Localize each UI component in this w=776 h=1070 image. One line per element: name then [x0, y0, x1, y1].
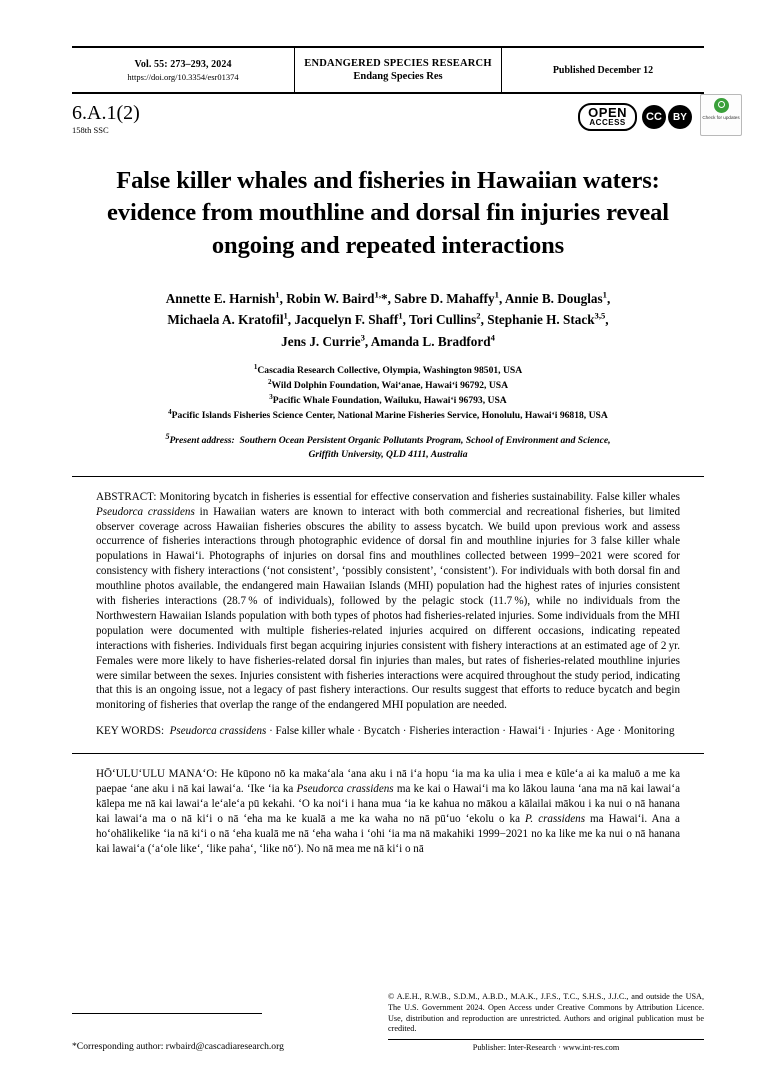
creative-commons-badges	[642, 105, 692, 129]
publisher-text: Publisher: Inter-Research · www.int-res.com	[472, 1043, 620, 1053]
crossmark-icon	[714, 98, 729, 113]
journal-masthead	[72, 46, 704, 94]
copyright-text: © A.E.H., R.W.B., S.D.M., A.B.D., M.A.K., J.F.S., T.C., S.H.S., J.J.C., and outside the USA, The U.S. Government 2024. Open Access under Creative Commons by Attribution Licence. Use, distribution and reproduction are unrestricted. Authors and original publication must be credited.	[388, 991, 704, 1034]
copyright-block	[388, 992, 704, 1054]
page-footer	[72, 992, 704, 1054]
publisher-divider	[388, 1039, 704, 1040]
affiliation-list: $^1$Cascadia Research Collective, Olympia, Washington 98501, USA $^2$Wild Dolphin Foundation, Waiʻanae, Hawaiʻi 96792, USA $^3$Pacific Whale Foundation, Wailuku, Hawaiʻi 96793, USA $^4$Pacific Islands Fisheries Science Center, National Marine Fisheries Service, Honolulu, Hawaiʻi 96818, USA	[168, 363, 608, 421]
abstract-text: ABSTRACT: Monitoring bycatch in fisheries is essential for effective conservation and fisheries sustainability. False killer whales Pseudorca crassidens in Hawaiian waters are known to interact with both commercial and recreational fisheries, but limited observer coverage across Hawaiian fisheries obscures the ability to assess bycatch. We build upon previous work and assess occurrence of fisheries interactions through photographic evidence of dorsal fin and mouthline injuries for 3 false killer whale populations in Hawaiʻi. Photographs of injuries on dorsal fins and mouthlines collected between 1999−2021 were scored for consistency with fishery interactions (‘not consistent’, ‘possibly consistent’, ‘consistent’). For individuals with both dorsal fin and mouthline photos available, the endangered main Hawaiian Islands (MHI) population had the highest rates of injuries consistent with fisheries interactions (28.7 % of individuals), followed by the pelagic stock (11.7 %), while no individuals from the Northwestern Hawaiian Islands population with both types of photos had fisheries-related injuries. Some individuals from the MHI population were documented with multiple fisheries-related injuries acquired on different occasions, indicating repeated interactions with fisheries. Individuals first began acquiring injuries consistent with fishery interactions at an estimated age of 2 yr. Females were more likely to have fisheries-related dorsal fin injuries than males, but rates of fisheries-related mouthline injuries were similar between the sexes. Injuries consistent with fisheries interactions were acquired throughout the study period, indicating that this is an ongoing issue, not a legacy of past fishery interactions. Our results suggest that efforts to reduce bycatch and begin monitoring of fisheries that overlap the range of the endangered MHI population are needed.	[96, 490, 681, 712]
subheader-row	[72, 103, 704, 143]
paper-title: False killer whales and fisheries in Hawaiian waters: evidence from mouthline and dorsal fin injuries reveal ongoing and repeated interactions	[107, 167, 669, 259]
keywords-text: KEY WORDS: Pseudorca crassidens · False killer whale · Bycatch · Fisheries interaction · Hawaiʻi · Injuries · Age · Monitoring	[96, 725, 675, 738]
hawaiian-resume-text: HŌʻULUʻULU MANAʻO: He kūpono nō ka makaʻala ʻana aku i nā iʻa hopu ʻia ma ka ulia i mea e kūleʻa ai ka maluō a me ka paepae ʻane aku i nā kai lawaiʻa. ʻIke ʻia ka Pseudorca crassidens ma ke kai o Hawaiʻi ma ko lākou launa ʻana ma nā kai lawaiʻa kālepa me nā kai lawaiʻa leʻaleʻa pū kekahi. ʻO ka noiʻi i hana mua ʻia ke kahua no mākou a kālailai mākou i ka nui o nā hanana kai lawaiʻa ma o nā kiʻi o nā ʻeha ma ke kualā a me ka waha no nā pūʻuo ʻekolu o ka P. crassidens ma Hawaiʻi. Ana a hoʻohālikelike ʻia nā kiʻi o nā ʻeha kualā me nā ʻeha waha i ʻohi ʻia ma nā makahiki 1999−2021 no ka like me ka nui o nā hanana kai lawaiʻa (ʻaʻole likeʻ, ʻlike pahaʻ, ʻlike nōʻ). No nā mea me nā kiʻi o nā	[96, 768, 681, 855]
journal-name: ENDANGERED SPECIES RESEARCH	[304, 58, 492, 69]
doi-text[interactable]: https://doi.org/10.3354/esr01374	[127, 71, 239, 82]
masthead-journal-cell	[295, 48, 502, 92]
hawaiian-resume-section	[72, 767, 704, 856]
divider-top	[72, 476, 704, 477]
published-date: Published December 12	[552, 64, 654, 76]
agenda-item-session: 158th SSC	[72, 125, 109, 135]
open-access-badge	[578, 103, 637, 131]
masthead-published-cell	[502, 48, 704, 92]
license-badges	[578, 103, 692, 131]
abstract-section	[72, 490, 704, 740]
open-access-line1: OPEN	[588, 105, 627, 120]
open-access-line2: ACCESS	[589, 118, 626, 127]
present-address: $^5$Present address: Southern Ocean Persistent Organic Pollutants Program, School of Environment and Science, Griffith University, QLD 4111, Australia	[165, 432, 611, 461]
crossmark-label: Check for updates	[702, 115, 740, 120]
divider-middle	[72, 753, 704, 754]
crossmark-badge[interactable]	[700, 94, 742, 136]
volume-text: Vol. 55: 273–293, 2024	[134, 58, 232, 70]
masthead-volume-cell	[72, 48, 295, 92]
cc-icon: CC	[642, 105, 666, 129]
author-list: Annette E. Harnish$^1$, Robin W. Baird$^{1,}$*, Sabre D. Mahaffy$^1$, Annie B. Douglas$^1$, Michaela A. Kratofil$^1$, Jacquelyn F. Shaff$^1$, Tori Cullins$^2$, Stephanie H. Stack$^{3,5}$, Jens J. Currie$^3$, Amanda L. Bradford$^4$	[165, 289, 611, 349]
corresponding-author[interactable]: *Corresponding author: rwbaird@cascadiaresearch.org	[72, 1041, 284, 1052]
journal-abbrev: Endang Species Res	[353, 71, 443, 82]
agenda-item-number: 6.A.1(2)	[72, 102, 140, 124]
cc-by-icon: BY	[668, 105, 692, 129]
agenda-item-marker	[72, 103, 140, 135]
paper-page	[0, 46, 776, 1070]
